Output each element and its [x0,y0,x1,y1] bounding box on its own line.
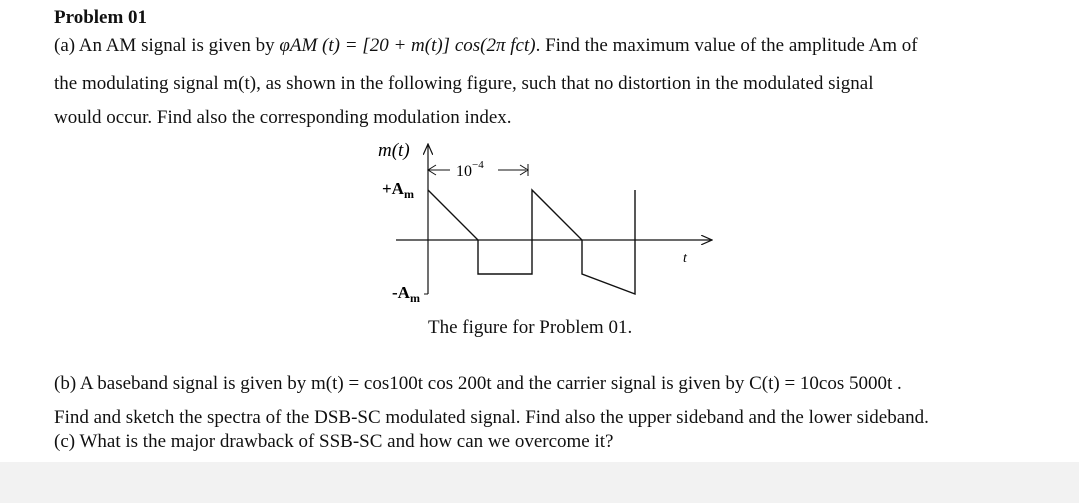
x-axis-label: t [683,251,687,266]
negative-amplitude-label: $-A_m$ [392,283,420,305]
part-b-line-2: Find and sketch the spectra of the DSB-SC modulated signal. Find also the upper sideband and the lower sideband. [54,407,929,428]
am-signal-equation: φAM (t) = [20 + m(t)] cos(2π fct) [279,35,536,56]
part-b-line-1: (b) A baseband signal is given by m(t) = cos100t cos 200t and the carrier signal is given by C(t) = 10cos 5000t . [54,373,902,394]
modulating-signal-figure [360,134,720,316]
part-a-suffix: . Find the maximum value of the amplitude Am of [535,35,918,56]
sawtooth-waveform [428,190,635,294]
part-a-line-3: would occur. Find also the corresponding modulation index. [54,107,512,128]
figure-caption: The figure for Problem 01. [428,317,633,338]
part-a-line-1 [54,34,918,58]
y-axis-label: m(t) [378,140,410,161]
part-a-prefix: (a) An AM signal is given by [54,35,275,56]
part-c-line-1: (c) What is the major drawback of SSB-SC and how can we overcome it? [54,431,614,452]
part-a-line-2: the modulating signal m(t), as shown in the following figure, such that no distortion in the modulated signal [54,73,874,94]
footer-band [0,462,1079,503]
period-label: $10^{-4}$ [456,159,484,180]
problem-title: Problem 01 [54,7,148,28]
positive-amplitude-label: $+A_m$ [382,179,414,201]
